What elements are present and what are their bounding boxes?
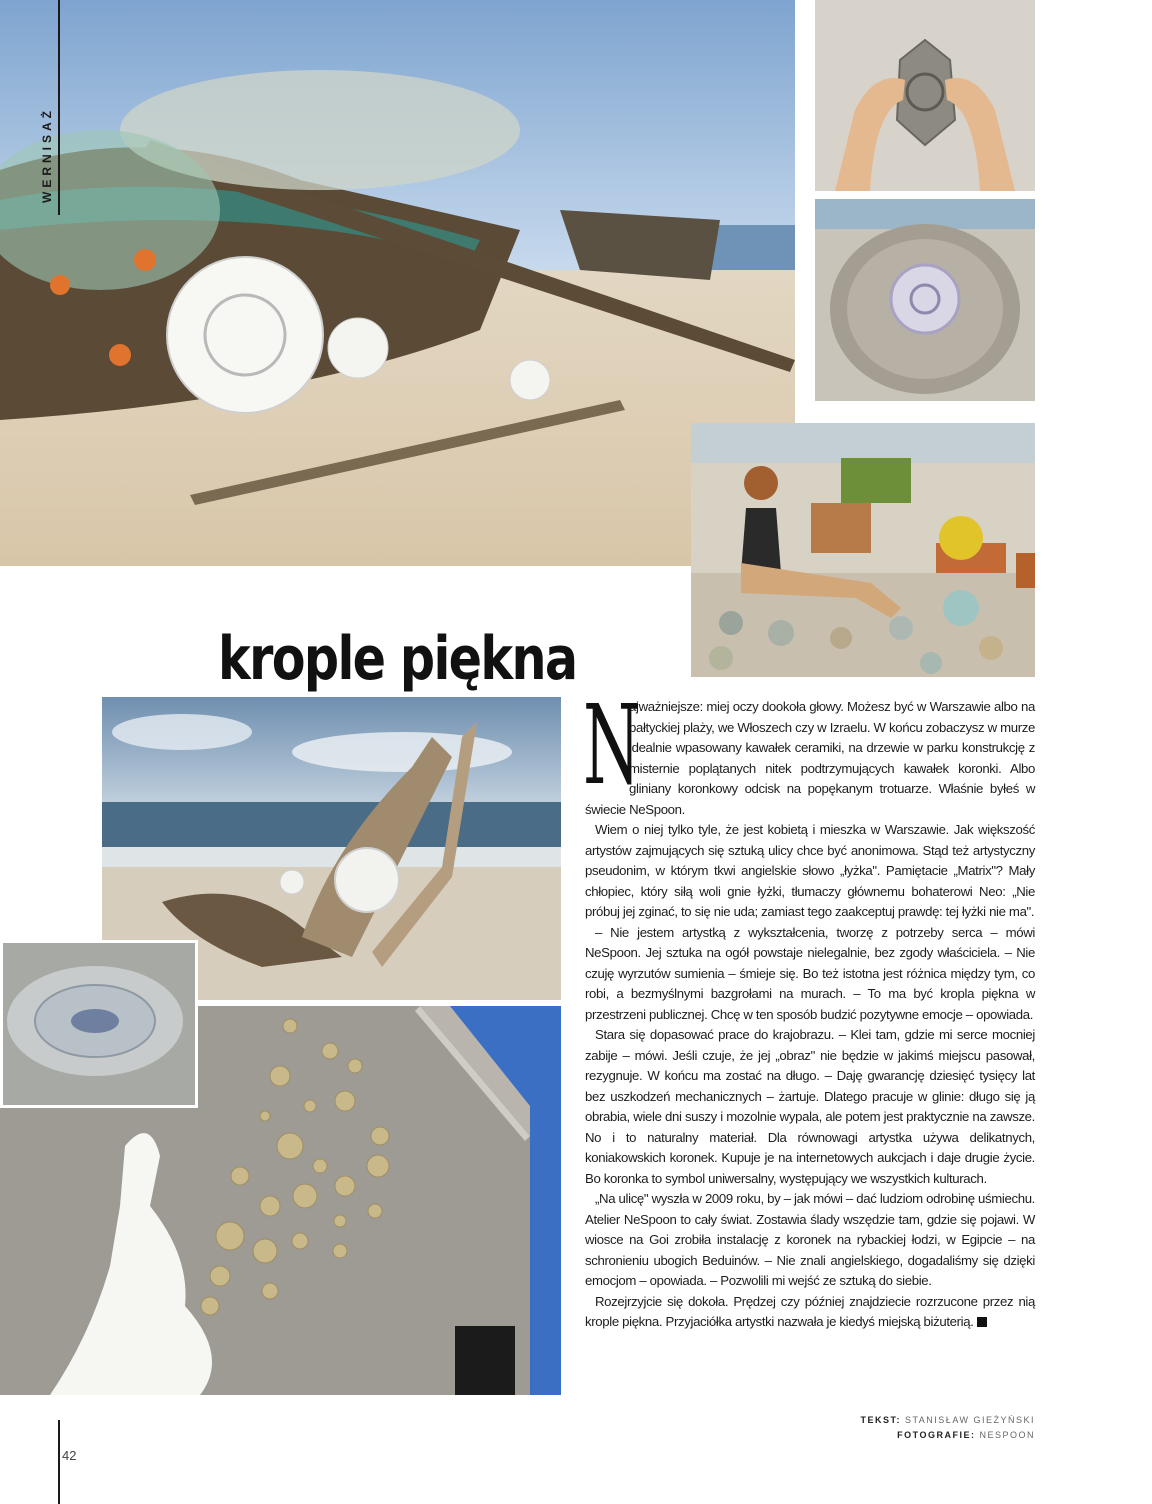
photo-artist-painting xyxy=(691,423,1035,677)
credit-text-author: STANISŁAW GIEŻYŃSKI xyxy=(904,1415,1035,1425)
credits xyxy=(860,1413,1035,1443)
article-paragraph: – Nie jestem artystką z wykształcenia, tworzę z potrzeby serca – mówi NeSpoon. Jej sztuka na ogół powstaje nielegalnie, bez zgody właściciela. – Nie czuję wyrzutów sumienia – śmieje się. Bo też istotna jest różnica między tym, co robi, a bezmyślnymi bazgrołami na murach. – To ma być kropla piękna w przestrzeni publicznej. Chcę w ten sposób budzić pozytywne emocje – opowiada. xyxy=(585,924,1035,1022)
credit-photo-author: NESPOON xyxy=(979,1430,1035,1440)
article-headline: krople piękna xyxy=(218,624,577,695)
photo-stone-ceramic xyxy=(815,199,1035,401)
page-number: 42 xyxy=(62,1448,77,1463)
article-paragraph: Rozejrzyjcie się dokoła. Prędzej czy później znajdziecie rozrzucone przez nią krople piękna. Przyjaciółka artystki nazwała je kiedyś miejską biżuterią. xyxy=(585,1293,1035,1329)
article-paragraph: Wiem o niej tylko tyle, że jest kobietą i mieszka w Warszawie. Jak większość artystów zajmujących się sztuką ulicy chce być anonimowa. Stąd też artystyczny pseudonim, w którym tkwi angielskie słowo „łyżka". Pamiętacie „Matrix"? Mały chłopiec, który siłą woli gnie łyżki, tłumaczy głównemu bohaterowi Neo: „Nie próbuj jej zginać, to się nie uda; zamiast tego zaakceptuj prawdę: tej łyżki nie ma". xyxy=(585,822,1035,919)
end-mark-icon xyxy=(977,1317,987,1327)
drop-cap: N xyxy=(583,681,641,809)
article-body xyxy=(583,681,1035,1407)
article-paragraph: N ajważniejsze: miej oczy dookoła głowy. Możesz być w Warszawie albo na bałtyckiej plaży, we Włoszech czy w Izraelu. W końcu zobaczysz w murze idealnie wpasowany kawałek ceramiki, na drzewie w parku konstrukcję z misternie poplątanych nitek podtrzymujących kawałek koronki. Albo gliniany koronkowy odcisk na popękanym trotuarze. Właśnie byłeś w świecie NeSpoon. xyxy=(583,681,1035,817)
credit-photo-label: FOTOGRAFIE: xyxy=(897,1430,976,1440)
article-paragraph: Stara się dopasować prace do krajobrazu. – Klei tam, gdzie mi serce mocniej zabije – mówi. Jeśli czuje, że jej „obraz" nie będzie w jakimś miejscu pasował, rezygnuje. W końcu ma zostać na długo. – Daję gwarancję dziesięć tysięcy lat bez uszkodzeń mechanicznych – żartuje. Dlatego pracuje w glinie: długo się ją obrabia, wiele dni suszy i mozolnie wypala, ale potem jest praktycznie na zawsze. No i to naturalny materiał. Dla równowagi artystka używa delikatnych, koniakowskich koronek. Kupuje je na internetowych aukcjach i daje drugie życie. Bo koronka to symbol uniwersalny, występujący we wszystkich kulturach. xyxy=(585,1027,1035,1186)
article-paragraph: „Na ulicę" wyszła w 2009 roku, by – jak mówi – dać ludziom odrobinę uśmiechu. Atelier NeSpoon to cały świat. Zostawia ślady wszędzie tam, gdzie się pojawi. W wiosce na Goi zrobiła instalację z koronek na rybackiej łodzi, w Egipcie – na schronieniu ubogich Beduinów. – Nie znali angielskiego, dogadaliśmy się dzięki emocjom – opowiada. – Pozwolili mi wejść ze sztuką do siebie. xyxy=(585,1191,1035,1288)
page-rule xyxy=(58,1420,60,1504)
hero-photo-boat-lace xyxy=(0,0,795,566)
credit-text-label: TEKST: xyxy=(860,1415,901,1425)
section-label: WERNISAŻ xyxy=(40,107,54,203)
photo-sand-lace xyxy=(0,940,198,1108)
photo-hands-ceramic xyxy=(815,0,1035,191)
